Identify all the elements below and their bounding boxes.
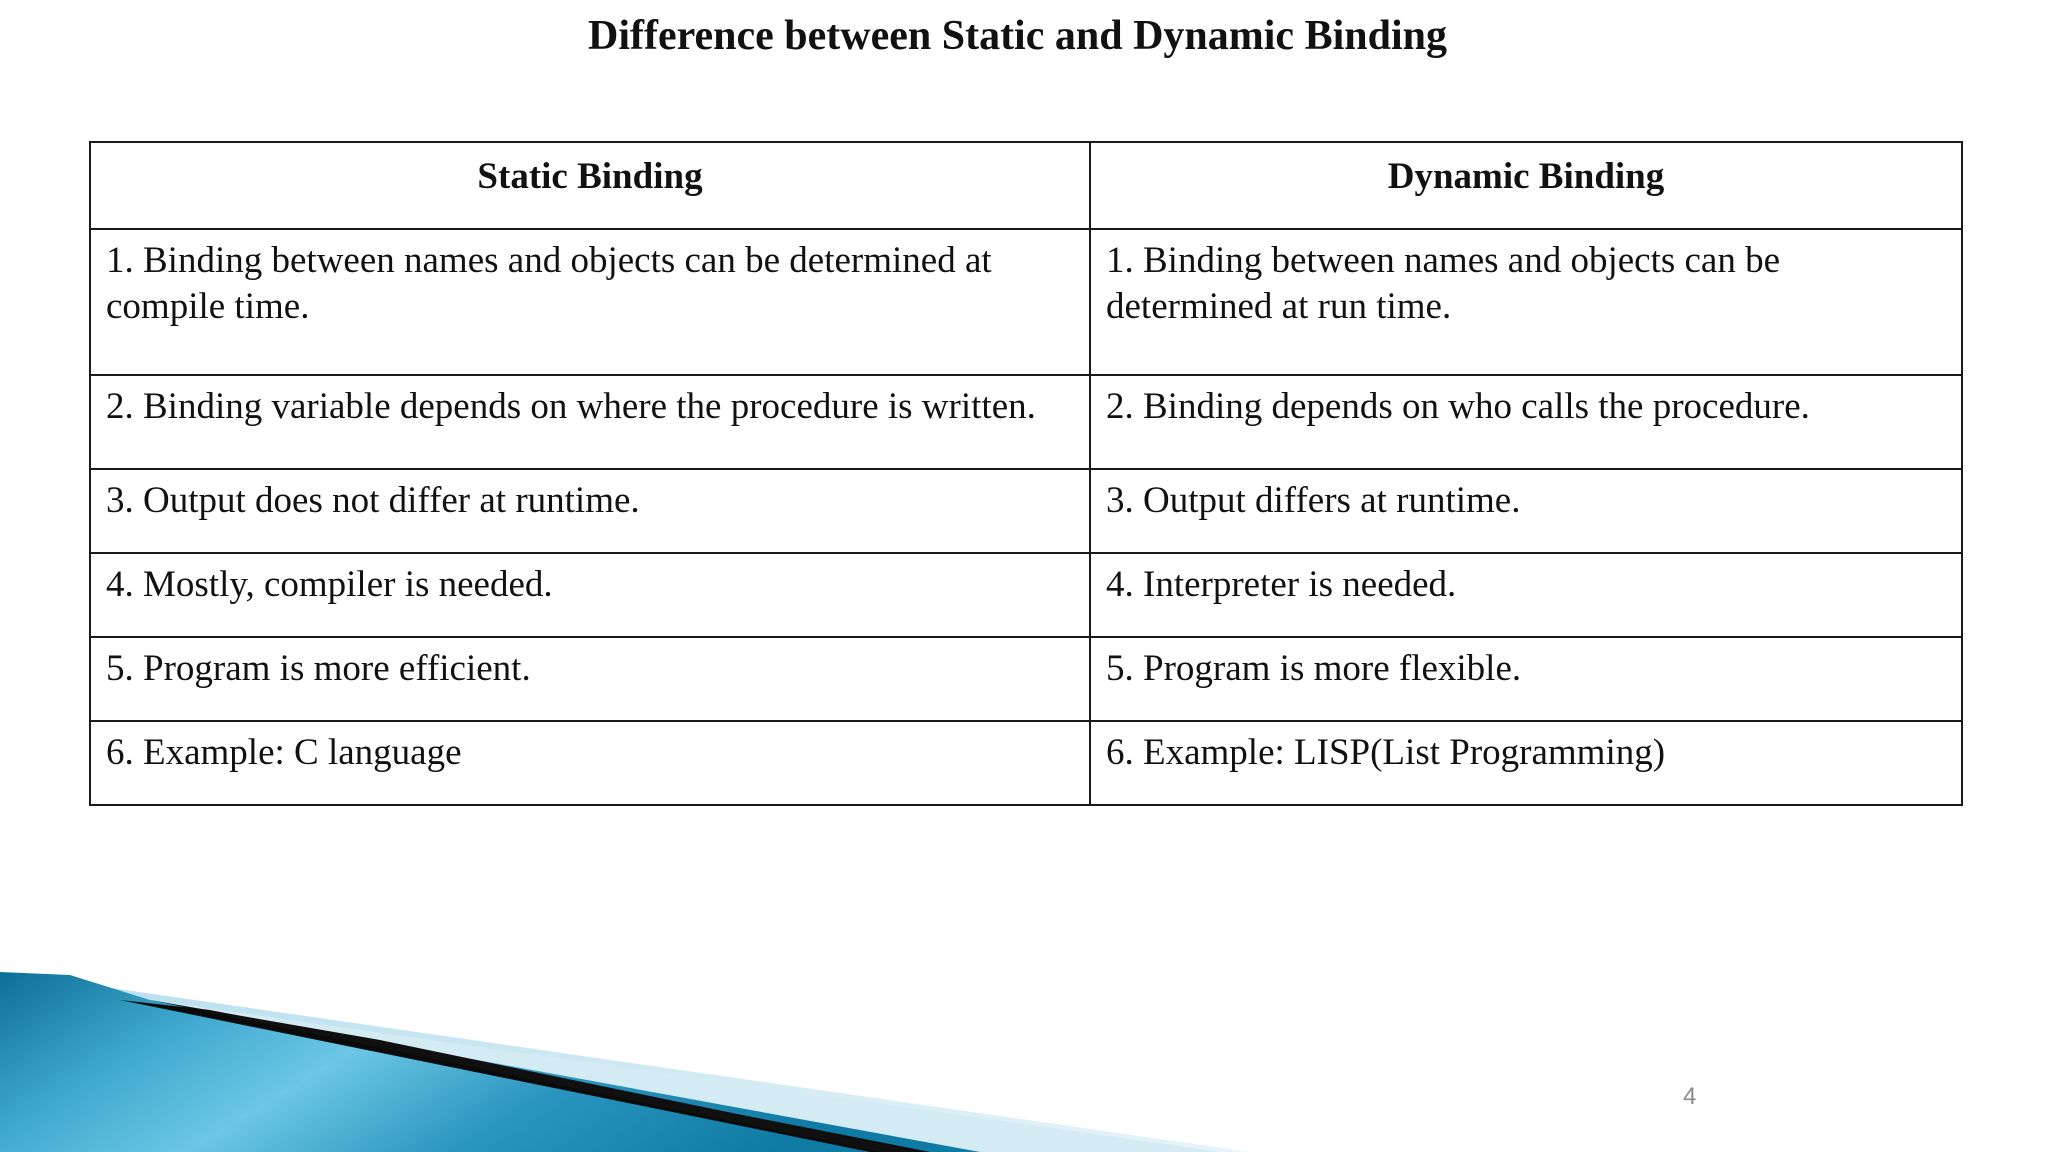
dynamic-cell: 1. Binding between names and objects can be determined at run time. bbox=[1090, 229, 1962, 375]
static-cell: 6. Example: C language bbox=[90, 721, 1090, 805]
pale-blue-band bbox=[0, 972, 1250, 1152]
dynamic-cell: 6. Example: LISP(List Programming) bbox=[1090, 721, 1962, 805]
slide-title: Difference between Static and Dynamic Binding bbox=[587, 13, 1447, 59]
dynamic-cell: 5. Program is more flexible. bbox=[1090, 637, 1962, 721]
header-dynamic-binding: Dynamic Binding bbox=[1090, 142, 1962, 229]
table-row bbox=[90, 229, 1962, 375]
black-wedge bbox=[120, 1000, 930, 1152]
black-wedge-2 bbox=[150, 1000, 920, 1152]
table-row bbox=[90, 469, 1962, 553]
table-row bbox=[90, 553, 1962, 637]
static-cell: 4. Mostly, compiler is needed. bbox=[90, 553, 1090, 637]
static-cell: 3. Output does not differ at runtime. bbox=[90, 469, 1090, 553]
dynamic-cell: 2. Binding depends on who calls the procedure. bbox=[1090, 375, 1962, 469]
blue-wedge bbox=[0, 972, 980, 1152]
static-cell: 1. Binding between names and objects can be determined at compile time. bbox=[90, 229, 1090, 375]
static-cell: 5. Program is more efficient. bbox=[90, 637, 1090, 721]
pale-blue-band-2 bbox=[150, 1000, 1220, 1152]
dynamic-cell: 4. Interpreter is needed. bbox=[1090, 553, 1962, 637]
table-header-row bbox=[90, 142, 1962, 229]
static-cell: 2. Binding variable depends on where the procedure is written. bbox=[90, 375, 1090, 469]
dynamic-cell: 3. Output differs at runtime. bbox=[1090, 469, 1962, 553]
page-number: 4 bbox=[1683, 1083, 1697, 1110]
table-row bbox=[90, 721, 1962, 805]
table-row bbox=[90, 637, 1962, 721]
comparison-table bbox=[89, 141, 1963, 806]
table-row bbox=[90, 375, 1962, 469]
header-static-binding: Static Binding bbox=[90, 142, 1090, 229]
